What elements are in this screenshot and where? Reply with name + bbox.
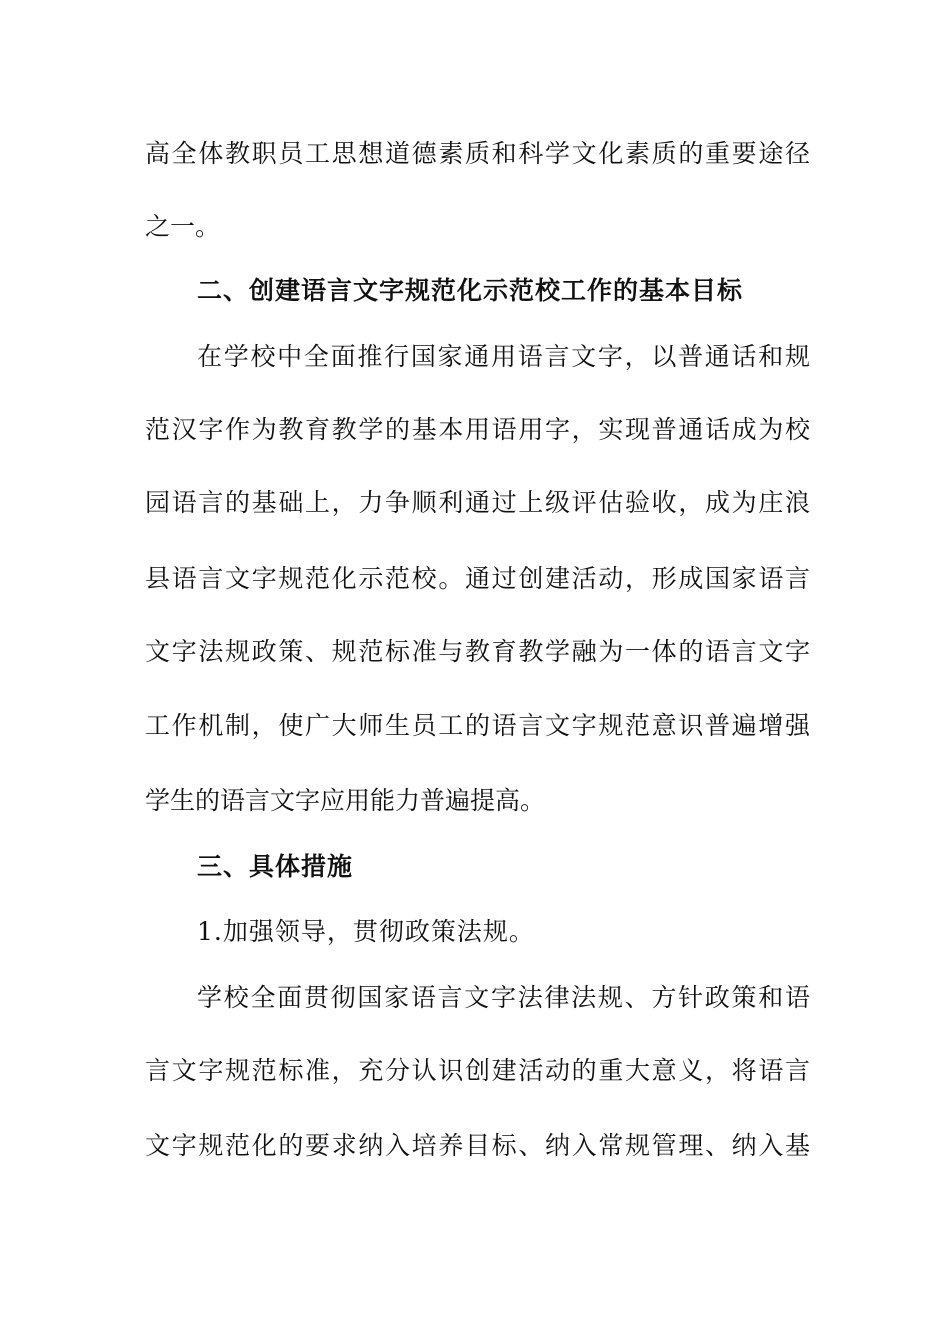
paragraph-line: 在学校中全面推行国家通用语言文字，以普通话和规 [197, 342, 810, 371]
section-heading-measures: 三、具体措施 [197, 852, 354, 881]
paragraph-line: 之一。 [145, 212, 221, 241]
paragraph-line: 言文字规范标准，充分认识创建活动的重大意义，将语言 [145, 1056, 810, 1085]
subsection-heading-leadership: 1.加强领导，贯彻政策法规。 [197, 917, 535, 946]
paragraph-line: 工作机制，使广大师生员工的语言文字规范意识普遍增强 [145, 711, 810, 740]
section-heading-goals: 二、创建语言文字规范化示范校工作的基本目标 [197, 276, 744, 305]
paragraph-line: 学生的语言文字应用能力普遍提高。 [145, 786, 546, 815]
paragraph-line: 高全体教职员工思想道德素质和科学文化素质的重要途径 [145, 139, 810, 168]
paragraph-line: 文字法规政策、规范标准与教育教学融为一体的语言文字 [145, 637, 810, 666]
paragraph-line: 县语言文字规范化示范校。通过创建活动，形成国家语言 [145, 564, 810, 593]
paragraph-line: 文字规范化的要求纳入培养目标、纳入常规管理、纳入基 [145, 1131, 810, 1160]
paragraph-line: 园语言的基础上，力争顺利通过上级评估验收，成为庄浪 [145, 488, 810, 517]
paragraph-line: 范汉字作为教育教学的基本用语用字，实现普通话成为校 [145, 415, 810, 444]
paragraph-line: 学校全面贯彻国家语言文字法律法规、方针政策和语 [197, 983, 810, 1012]
